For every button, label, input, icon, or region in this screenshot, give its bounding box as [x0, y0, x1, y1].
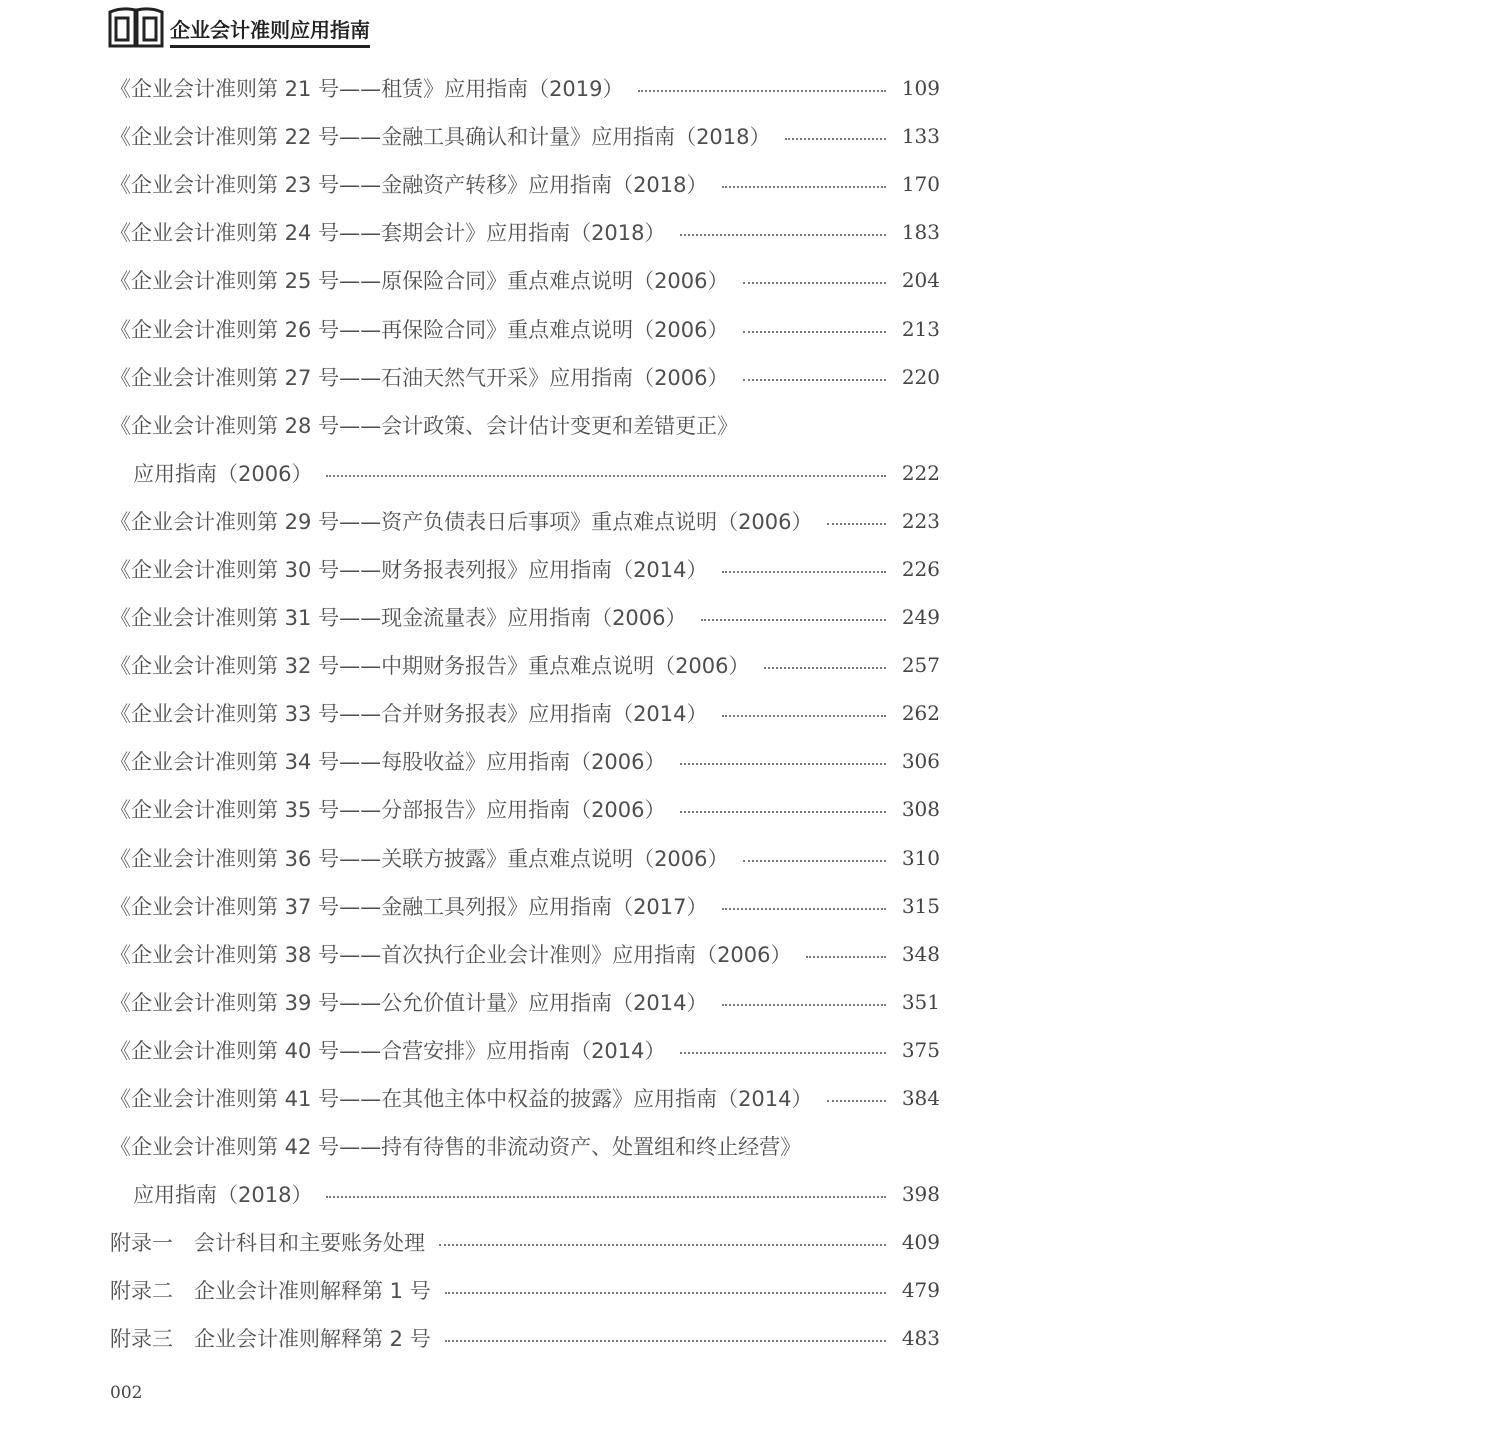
- toc-entry-title: 应用指南（2006）: [133, 461, 313, 486]
- dot-leader: [638, 90, 886, 92]
- dot-leader: [445, 1292, 886, 1294]
- toc-entry-title: 《企业会计准则第 38 号——首次执行企业会计准则》应用指南（2006）: [110, 942, 792, 967]
- toc-entry-title: 《企业会计准则第 29 号——资产负债表日后事项》重点难点说明（2006）: [110, 509, 813, 534]
- dot-leader: [680, 811, 886, 813]
- toc-entry-page: 348: [901, 941, 940, 966]
- toc-entry-first-line[interactable]: [110, 1122, 940, 1170]
- toc-entry-title: 《企业会计准则第 31 号——现金流量表》应用指南（2006）: [110, 606, 687, 631]
- dot-leader: [326, 1196, 886, 1198]
- toc-entry-page: 351: [901, 989, 940, 1014]
- toc-entry-title: 《企业会计准则第 41 号——在其他主体中权益的披露》应用指南（2014）: [110, 1087, 813, 1112]
- toc-entry-page: 409: [901, 1230, 940, 1255]
- page-number: 002: [110, 1383, 143, 1403]
- toc-entry[interactable]: [110, 545, 940, 593]
- toc-entry-page: 226: [901, 556, 940, 581]
- page-header: [108, 4, 370, 48]
- toc-entry-title: 《企业会计准则第 26 号——再保险合同》重点难点说明（2006）: [110, 317, 729, 342]
- toc-entry-first-line[interactable]: [110, 401, 940, 449]
- toc-entry-title: 《企业会计准则第 33 号——合并财务报表》应用指南（2014）: [110, 702, 708, 727]
- dot-leader: [827, 1100, 886, 1102]
- toc-entry-title: 附录一 会计科目和主要账务处理: [110, 1231, 425, 1256]
- open-book-icon: [108, 6, 164, 48]
- toc-entry-title: 《企业会计准则第 25 号——原保险合同》重点难点说明（2006）: [110, 269, 729, 294]
- toc-entry[interactable]: [110, 737, 940, 785]
- toc-entry-page: 223: [901, 508, 940, 533]
- dot-leader: [743, 379, 886, 381]
- dot-leader: [827, 523, 886, 525]
- toc-entry[interactable]: [110, 208, 940, 256]
- toc-entry[interactable]: [110, 112, 940, 160]
- toc-entry-title: 《企业会计准则第 37 号——金融工具列报》应用指南（2017）: [110, 894, 708, 919]
- toc-entry-title: 《企业会计准则第 21 号——租赁》应用指南（2019）: [110, 77, 624, 102]
- toc-entry-page: 398: [901, 1182, 940, 1207]
- dot-leader: [743, 860, 886, 862]
- toc-entry[interactable]: [110, 256, 940, 304]
- dot-leader: [722, 908, 886, 910]
- toc-entry-page: 308: [901, 797, 940, 822]
- toc-entry-page: 249: [901, 605, 940, 630]
- dot-leader: [326, 475, 886, 477]
- dot-leader: [722, 715, 886, 717]
- toc-entry-page: 170: [901, 172, 940, 197]
- toc-appendix-entry[interactable]: [110, 1314, 940, 1362]
- dot-leader: [743, 282, 886, 284]
- toc-entry-title: 《企业会计准则第 28 号——会计政策、会计估计变更和差错更正》: [110, 413, 739, 438]
- toc-entry-page: 310: [901, 845, 940, 870]
- toc-entry-page: 483: [901, 1326, 940, 1351]
- toc-entry-page: 213: [901, 316, 940, 341]
- dot-leader: [722, 1004, 886, 1006]
- toc-entry-title: 《企业会计准则第 35 号——分部报告》应用指南（2006）: [110, 798, 666, 823]
- toc-entry-page: 183: [901, 220, 940, 245]
- toc-appendix-entry[interactable]: [110, 1218, 940, 1266]
- toc-entry-title: 附录二 企业会计准则解释第 1 号: [110, 1279, 431, 1304]
- toc-entry[interactable]: [110, 882, 940, 930]
- dot-leader: [722, 571, 886, 573]
- toc-entry[interactable]: [110, 689, 940, 737]
- toc-entry[interactable]: [110, 1026, 940, 1074]
- toc-entry-title: 《企业会计准则第 30 号——财务报表列报》应用指南（2014）: [110, 557, 708, 582]
- toc-entry-page: 204: [901, 268, 940, 293]
- toc-entry[interactable]: [110, 64, 940, 112]
- toc-entry-page: 384: [901, 1086, 940, 1111]
- toc-entry-page: 109: [901, 76, 940, 101]
- toc-entry[interactable]: [110, 353, 940, 401]
- book-title: 企业会计准则应用指南: [170, 17, 370, 48]
- toc-entry-page: 257: [901, 653, 940, 678]
- toc-entry[interactable]: [110, 497, 940, 545]
- toc-entry[interactable]: [110, 304, 940, 352]
- toc-entry[interactable]: [110, 930, 940, 978]
- toc-entry-title: 《企业会计准则第 27 号——石油天然气开采》应用指南（2006）: [110, 365, 729, 390]
- toc-entry-page: 315: [901, 893, 940, 918]
- toc-entry-page: 222: [901, 460, 940, 485]
- toc-entry-page: 306: [901, 749, 940, 774]
- toc-entry-title: 《企业会计准则第 22 号——金融工具确认和计量》应用指南（2018）: [110, 125, 771, 150]
- toc-entry[interactable]: [110, 834, 940, 882]
- toc-entry-page: 262: [901, 701, 940, 726]
- dot-leader: [785, 138, 886, 140]
- toc-entry-title: 《企业会计准则第 39 号——公允价值计量》应用指南（2014）: [110, 990, 708, 1015]
- toc-entry-page: 133: [901, 124, 940, 149]
- toc-entry-title: 附录三 企业会计准则解释第 2 号: [110, 1327, 431, 1352]
- toc-entry-page: 220: [901, 364, 940, 389]
- dot-leader: [743, 331, 886, 333]
- dot-leader: [701, 619, 886, 621]
- dot-leader: [680, 234, 886, 236]
- toc-entry-title: 《企业会计准则第 34 号——每股收益》应用指南（2006）: [110, 750, 666, 775]
- toc-entry-continuation[interactable]: [110, 1170, 940, 1218]
- dot-leader: [764, 667, 886, 669]
- toc-entry-title: 《企业会计准则第 36 号——关联方披露》重点难点说明（2006）: [110, 846, 729, 871]
- toc-entry[interactable]: [110, 978, 940, 1026]
- toc-appendix-entry[interactable]: [110, 1266, 940, 1314]
- toc-entry[interactable]: [110, 160, 940, 208]
- toc-entry-title: 《企业会计准则第 42 号——持有待售的非流动资产、处置组和终止经营》: [110, 1135, 802, 1160]
- toc-entry[interactable]: [110, 593, 940, 641]
- dot-leader: [806, 956, 886, 958]
- dot-leader: [680, 763, 886, 765]
- dot-leader: [722, 186, 886, 188]
- dot-leader: [680, 1052, 886, 1054]
- toc-entry[interactable]: [110, 1074, 940, 1122]
- toc-entry[interactable]: [110, 785, 940, 833]
- toc-entry-title: 《企业会计准则第 24 号——套期会计》应用指南（2018）: [110, 221, 666, 246]
- dot-leader: [439, 1244, 886, 1246]
- toc-entry-continuation[interactable]: [110, 449, 940, 497]
- toc-entry-page: 375: [901, 1037, 940, 1062]
- toc-entry-title: 《企业会计准则第 40 号——合营安排》应用指南（2014）: [110, 1038, 666, 1063]
- dot-leader: [445, 1340, 886, 1342]
- toc-entry[interactable]: [110, 641, 940, 689]
- toc-entry-title: 应用指南（2018）: [133, 1183, 313, 1208]
- table-of-contents: [110, 64, 940, 1363]
- toc-entry-title: 《企业会计准则第 23 号——金融资产转移》应用指南（2018）: [110, 173, 708, 198]
- toc-entry-title: 《企业会计准则第 32 号——中期财务报告》重点难点说明（2006）: [110, 654, 750, 679]
- toc-entry-page: 479: [901, 1278, 940, 1303]
